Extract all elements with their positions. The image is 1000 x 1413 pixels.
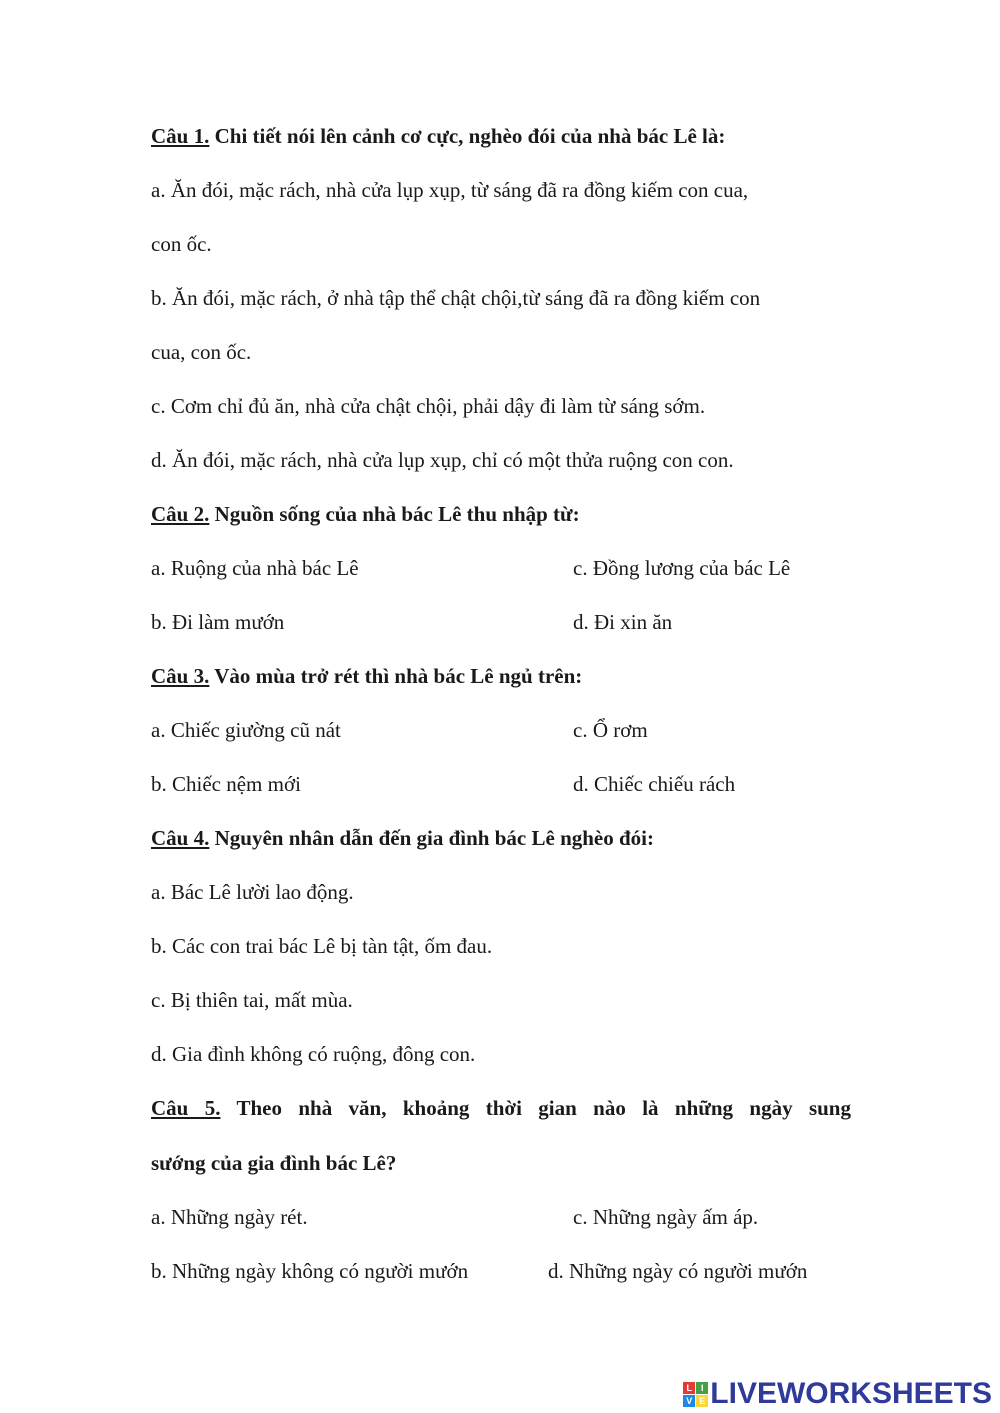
question-5-option-a: a. Những ngày rét. — [151, 1205, 308, 1229]
question-5-option-d: d. Những ngày có người mướn — [548, 1259, 808, 1283]
question-1-option-a-line2: con ốc. — [151, 232, 212, 256]
question-3-option-b: b. Chiếc nệm mới — [151, 772, 301, 796]
question-5-text: Theo nhà văn, khoảng thời gian nào là những ngày sung — [220, 1096, 851, 1120]
question-5-option-c: c. Những ngày ấm áp. — [573, 1205, 759, 1229]
logo-tile-i: I — [696, 1382, 708, 1394]
question-1-number: Câu 1. — [151, 124, 210, 148]
question-2-number: Câu 2. — [151, 502, 210, 526]
question-2-option-a: a. Ruộng của nhà bác Lê — [151, 556, 359, 580]
question-1-option-d: d. Ăn đói, mặc rách, nhà cửa lụp xụp, chỉ có một thửa ruộng con con. — [151, 448, 734, 472]
question-2-row-2 — [151, 608, 851, 636]
question-5-row-2 — [151, 1257, 851, 1285]
question-1-option-a-line1: a. Ăn đói, mặc rách, nhà cửa lụp xụp, từ sáng đã ra đồng kiếm con cua, — [151, 178, 749, 202]
liveworksheets-logo-icon — [683, 1382, 708, 1407]
question-3-number: Câu 3. — [151, 664, 210, 688]
question-1-title — [151, 122, 851, 150]
question-5-option-b: b. Những ngày không có người mướn — [151, 1259, 469, 1283]
question-1-option-c: c. Cơm chỉ đủ ăn, nhà cửa chật chội, phải dậy đi làm từ sáng sớm. — [151, 394, 706, 418]
question-1-text: Chi tiết nói lên cảnh cơ cực, nghèo đói của nhà bác Lê là: — [209, 124, 726, 148]
logo-tile-e: E — [696, 1395, 708, 1407]
question-4-option-a: a. Bác Lê lười lao động. — [151, 880, 354, 904]
question-2-row-1 — [151, 554, 851, 582]
question-3-row-2 — [151, 770, 851, 798]
question-2-option-b: b. Đi làm mướn — [151, 610, 285, 634]
question-3-text: Vào mùa trở rét thì nhà bác Lê ngủ trên: — [209, 664, 583, 688]
question-3-option-c: c. Ổ rơm — [573, 718, 648, 742]
question-3-option-d: d. Chiếc chiếu rách — [573, 772, 736, 796]
question-3-title — [151, 662, 851, 690]
question-4-number: Câu 4. — [151, 826, 210, 850]
liveworksheets-logo[interactable] — [683, 1376, 992, 1412]
question-1-option-b-line1: b. Ăn đói, mặc rách, ở nhà tập thể chật chội,từ sáng đã ra đồng kiếm con — [151, 286, 761, 310]
question-2-option-d: d. Đi xin ăn — [573, 610, 673, 634]
question-3-option-a: a. Chiếc giường cũ nát — [151, 718, 341, 742]
logo-tile-l: L — [683, 1382, 695, 1394]
question-1-option-b-line2: cua, con ốc. — [151, 340, 252, 364]
question-5-title-line2: sướng của gia đình bác Lê? — [151, 1151, 397, 1175]
question-5-number: Câu 5. — [151, 1096, 221, 1120]
question-2-option-c: c. Đồng lương của bác Lê — [573, 556, 791, 580]
logo-tile-v: V — [683, 1395, 695, 1407]
question-4-option-c: c. Bị thiên tai, mất mùa. — [151, 988, 353, 1012]
question-3-row-1 — [151, 716, 851, 744]
question-4-text: Nguyên nhân dẫn đến gia đình bác Lê nghèo đói: — [209, 826, 654, 850]
question-2-title — [151, 500, 851, 528]
question-4-title — [151, 824, 851, 852]
question-4-option-b: b. Các con trai bác Lê bị tàn tật, ốm đau. — [151, 934, 493, 958]
question-5-row-1 — [151, 1203, 851, 1231]
question-5-title — [151, 1094, 851, 1122]
liveworksheets-brand-text: LIVEWORKSHEETS — [710, 1377, 992, 1410]
question-2-text: Nguồn sống của nhà bác Lê thu nhập từ: — [209, 502, 580, 526]
question-4-option-d: d. Gia đình không có ruộng, đông con. — [151, 1042, 476, 1066]
